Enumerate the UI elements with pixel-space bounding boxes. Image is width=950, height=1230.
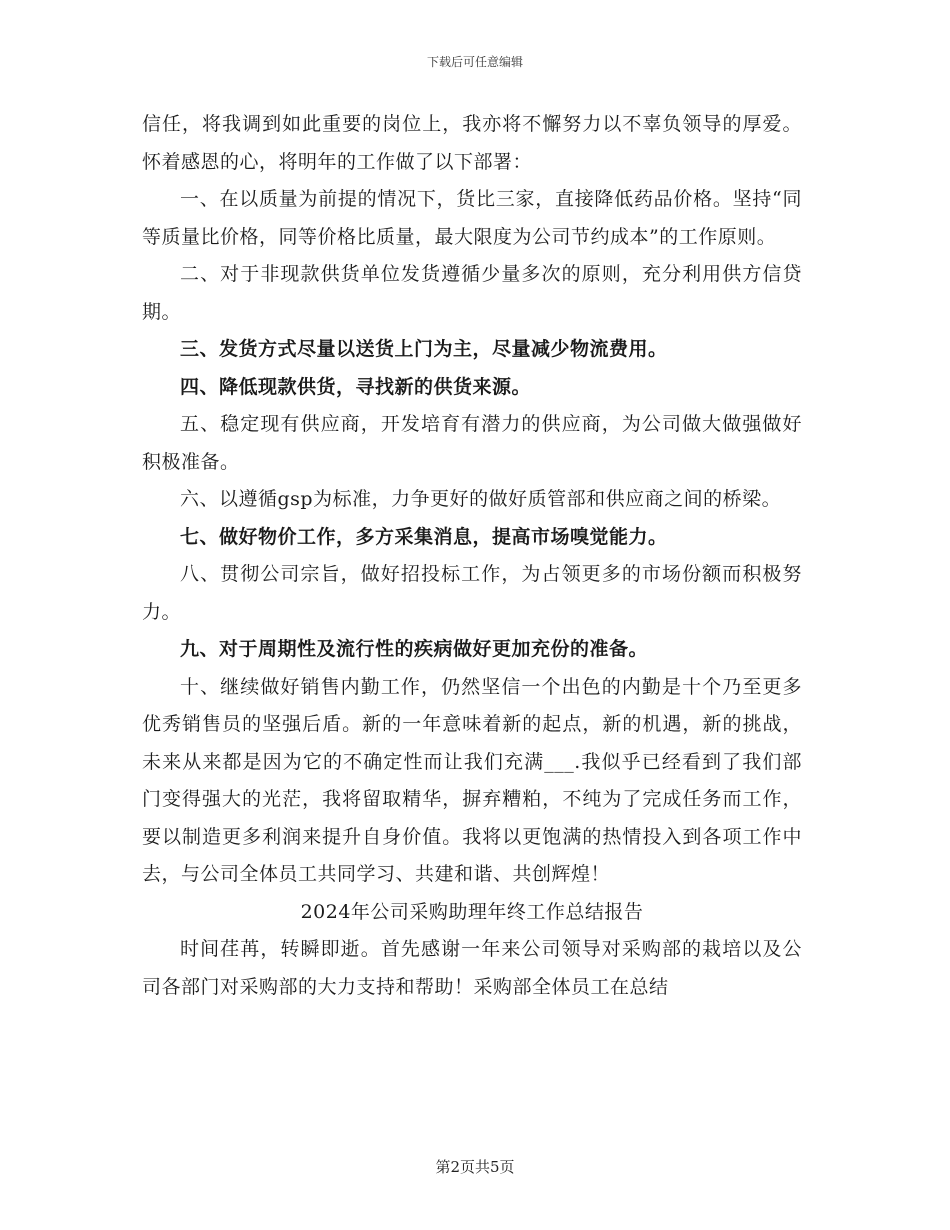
paragraph-item-10: 十、继续做好销售内勤工作，仍然坚信一个出色的内勤是十个乃至更多优秀销售员的坚强后盾。新的一年意味着新的起点，新的机遇，新的挑战，未来从来都是因为它的不确定性而让我们充满___.我似乎已经看到了我们部门变得强大的光茫，我将留取精华，摒弃糟粕，不纯为了完成任务而工作，要以制造更多利润来提升自身价值。我将以更饱满的热情投入到各项工作中去，与公司全体员工共同学习、共建和谐、共创辉煌！ [142,675,802,885]
paragraph-item-3: 三、发货方式尽量以送货上门为主，尽量减少物流费用。 [180,338,668,360]
paragraph-item-1: 一、在以质量为前提的情况下，货比三家，直接降低药品价格。坚持“同等质量比价格，同等价格比质量，最大限度为公司节约成本”的工作原则。 [142,188,802,248]
paragraph-item-8: 八、贯彻公司宗旨，做好招投标工作，为占领更多的市场份额而积极努力。 [142,563,802,623]
paragraph-continuation: 信任，将我调到如此重要的岗位上，我亦将不懈努力以不辜负领导的厚爱。怀着感恩的心，将明年的工作做了以下部署： [142,113,802,173]
paragraph-item-6: 六、以遵循gsp为标准，力争更好的做好质管部和供应商之间的桥梁。 [180,488,782,510]
paragraph-item-4: 四、降低现款供货，寻找新的供货来源。 [180,375,532,398]
page-footer: 第2页共5页 [435,1158,515,1176]
paragraph-item-9: 九、对于周期性及流行性的疾病做好更加充份的准备。 [180,638,649,660]
paragraph-item-2: 二、对于非现款供货单位发货遵循少量多次的原则，充分利用供方信贷期。 [142,263,802,323]
paragraph-item-7: 七、做好物价工作，多方采集消息，提高市场嗅觉能力。 [180,525,668,548]
section-intro-paragraph: 时间荏苒，转瞬即逝。首先感谢一年来公司领导对采购部的栽培以及公司各部门对采购部的大力支持和帮助！采购部全体员工在总结 [142,938,802,998]
paragraph-item-5: 五、稳定现有供应商，开发培育有潜力的供应商，为公司做大做强做好积极准备。 [142,413,802,473]
page-header: 下载后可任意编辑 [426,55,523,69]
section-title: 2024年公司采购助理年终工作总结报告 [300,900,644,923]
document-body [142,106,802,1006]
